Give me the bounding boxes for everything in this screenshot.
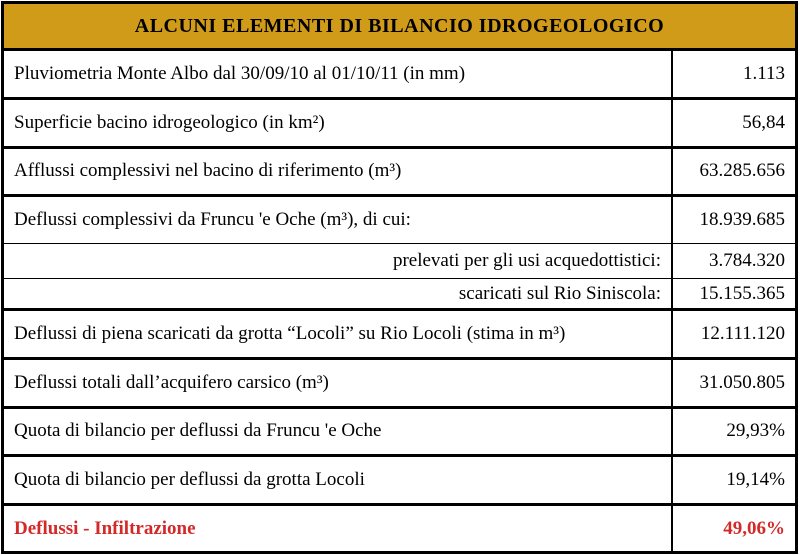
row-value: 63.285.656: [699, 160, 785, 182]
total-row-value: 49,06%: [723, 517, 785, 539]
table-subrow: [4, 279, 795, 311]
table-row-total: [4, 506, 795, 551]
row-value: 1.113: [742, 62, 785, 84]
row-value: 12.111.120: [700, 322, 785, 344]
subrow-value: 15.155.365: [699, 282, 785, 304]
table-row: [4, 51, 795, 100]
table-row: [4, 360, 795, 409]
table-row: [4, 100, 795, 149]
table-row: [4, 457, 795, 506]
row-value: 56,84: [742, 111, 785, 133]
row-label: Deflussi totali dall’acquifero carsico (m³): [4, 360, 673, 406]
row-label: Pluviometria Monte Albo dal 30/09/10 al 01/10/11 (in mm): [4, 51, 673, 97]
subrow-label: scaricati sul Rio Siniscola:: [4, 279, 673, 308]
row-value: 29,93%: [726, 420, 785, 442]
table-row: [4, 311, 795, 360]
row-label: Quota di bilancio per deflussi da grotta Locoli: [4, 457, 673, 503]
row-label: Deflussi di piena scaricati da grotta “Locoli” su Rio Locoli (stima in m³): [4, 311, 673, 357]
table-row: [4, 197, 795, 244]
subrow-label: prelevati per gli usi acquedottistici:: [4, 244, 673, 278]
table-row: [4, 149, 795, 198]
total-row-label: Deflussi - Infiltrazione: [4, 506, 673, 551]
row-label: Deflussi complessivi da Fruncu 'e Oche (m³), di cui:: [4, 197, 673, 243]
table-row: [4, 409, 795, 458]
table-title-text: ALCUNI ELEMENTI DI BILANCIO IDROGEOLOGICO: [134, 14, 665, 37]
row-label: Afflussi complessivi nel bacino di riferimento (m³): [4, 149, 673, 195]
hydro-balance-table: [1, 1, 798, 554]
row-value: 19,14%: [726, 469, 785, 491]
row-label: Quota di bilancio per deflussi da Fruncu 'e Oche: [4, 409, 673, 455]
table-subrow: [4, 244, 795, 279]
subrow-value: 3.784.320: [709, 250, 785, 271]
row-value: 31.050.805: [699, 371, 785, 393]
row-value: 18.939.685: [699, 209, 785, 231]
table-title: [4, 4, 795, 51]
row-label: Superficie bacino idrogeologico (in km²): [4, 100, 673, 146]
